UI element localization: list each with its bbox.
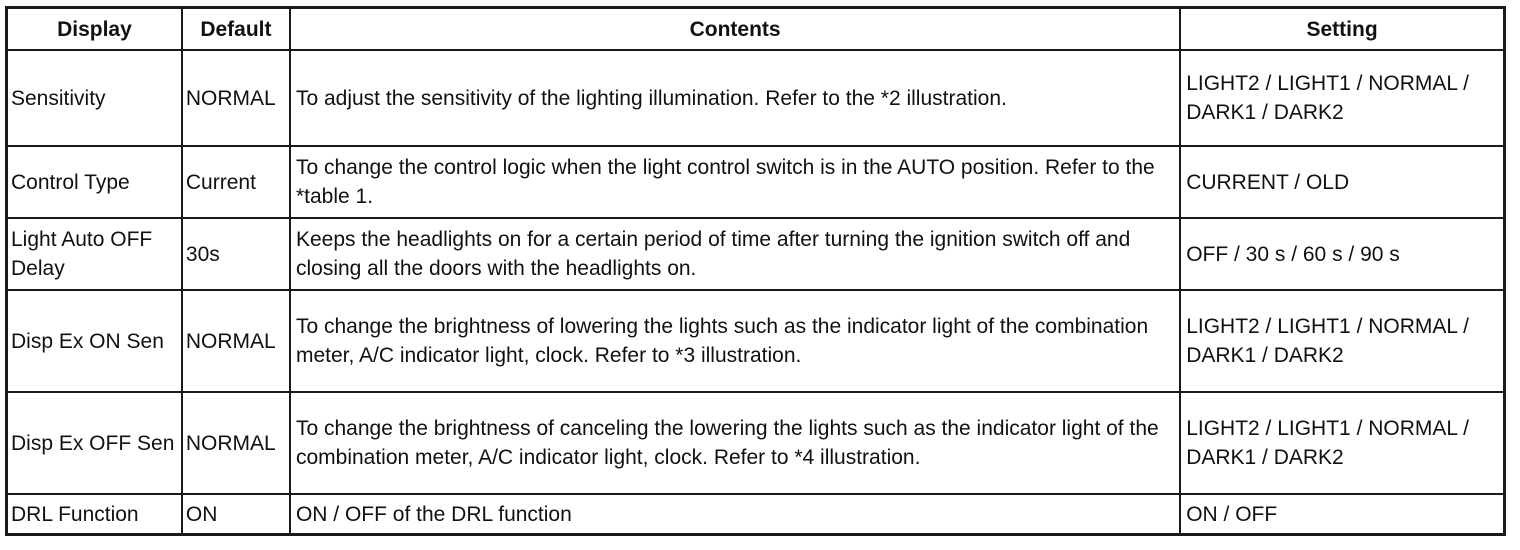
cell-display: Sensitivity (7, 50, 182, 146)
cell-default: NORMAL (182, 50, 290, 146)
cell-contents: Keeps the headlights on for a certain period of time after turning the ignition switch off and closing all the doors with the headlights on. (290, 218, 1180, 290)
cell-contents: To change the brightness of canceling the lowering the lights such as the indicator light of the combination meter, A/C indicator light, clock. Refer to *4 illustration. (290, 392, 1180, 494)
header-setting: Setting (1180, 8, 1504, 51)
cell-display: Light Auto OFF Delay (7, 218, 182, 290)
table-row (7, 50, 1505, 146)
cell-display: Disp Ex ON Sen (7, 290, 182, 392)
table-header-row (7, 8, 1505, 51)
table-row (7, 494, 1505, 535)
table-row (7, 218, 1505, 290)
cell-default: NORMAL (182, 290, 290, 392)
settings-table-container (5, 6, 1506, 536)
cell-contents: To change the control logic when the light control switch is in the AUTO position. Refer to the *table 1. (290, 146, 1180, 218)
cell-default: ON (182, 494, 290, 535)
cell-default: NORMAL (182, 392, 290, 494)
cell-setting: ON / OFF (1180, 494, 1504, 535)
table-row (7, 290, 1505, 392)
cell-contents: To adjust the sensitivity of the lighting illumination. Refer to the *2 illustration. (290, 50, 1180, 146)
cell-display: DRL Function (7, 494, 182, 535)
table-row (7, 392, 1505, 494)
cell-contents: To change the brightness of lowering the lights such as the indicator light of the combination meter, A/C indicator light, clock. Refer to *3 illustration. (290, 290, 1180, 392)
table-row (7, 146, 1505, 218)
header-display: Display (7, 8, 182, 51)
header-contents: Contents (290, 8, 1180, 51)
cell-display: Control Type (7, 146, 182, 218)
cell-default: Current (182, 146, 290, 218)
cell-setting: CURRENT / OLD (1180, 146, 1504, 218)
cell-contents: ON / OFF of the DRL function (290, 494, 1180, 535)
cell-setting: LIGHT2 / LIGHT1 / NORMAL / DARK1 / DARK2 (1180, 392, 1504, 494)
header-default: Default (182, 8, 290, 51)
cell-setting: OFF / 30 s / 60 s / 90 s (1180, 218, 1504, 290)
cell-display: Disp Ex OFF Sen (7, 392, 182, 494)
cell-setting: LIGHT2 / LIGHT1 / NORMAL / DARK1 / DARK2 (1180, 290, 1504, 392)
cell-default: 30s (182, 218, 290, 290)
settings-table (5, 6, 1506, 536)
cell-setting: LIGHT2 / LIGHT1 / NORMAL / DARK1 / DARK2 (1180, 50, 1504, 146)
